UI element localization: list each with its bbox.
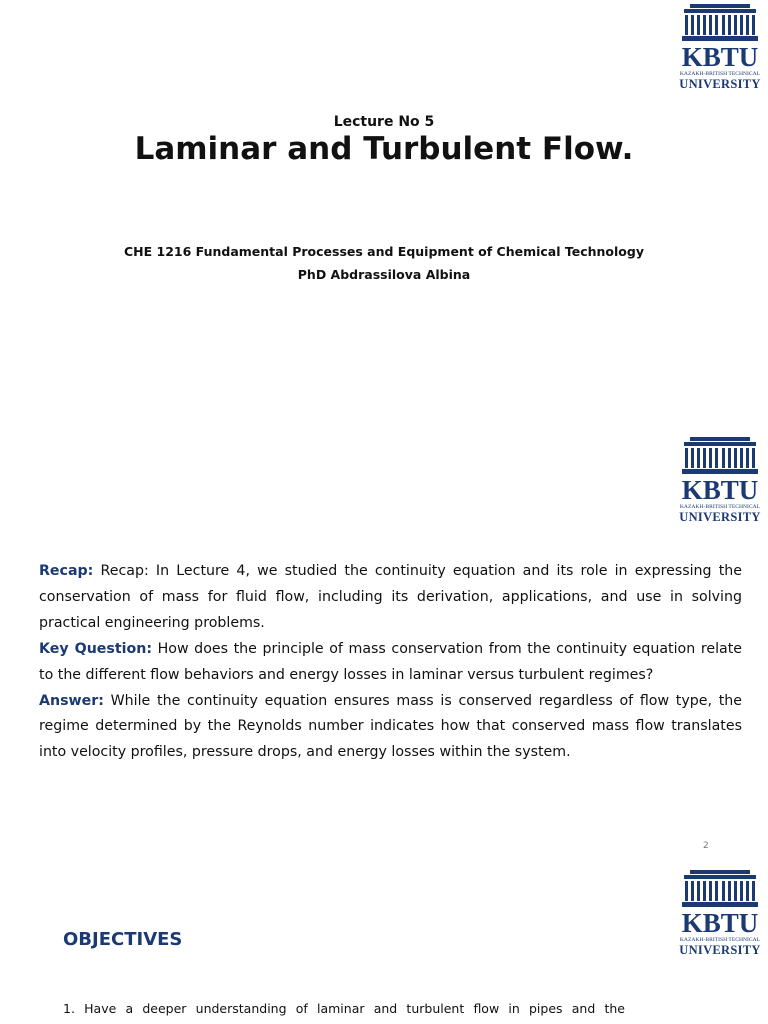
logo-university: UNIVERSITY	[679, 943, 761, 957]
recap-text: Recap: In Lecture 4, we studied the continuity equation and its role in expressing the conservation of mass for fluid flow, including its derivation, applications, and use in solving practical engineering problems.	[39, 563, 742, 631]
lecture-number: Lecture No 5	[333, 114, 435, 130]
page-title: Laminar and Turbulent Flow.	[134, 131, 634, 167]
logo-name: KBTU	[681, 475, 759, 505]
kbtu-logo	[677, 4, 763, 90]
kbtu-logo	[677, 437, 763, 523]
recap-paragraph	[39, 559, 742, 637]
logo-university: UNIVERSITY	[679, 510, 761, 524]
key-question-text: How does the principle of mass conservation from the continuity equation relate to the different flow behaviors and energy losses in laminar versus turbulent regimes?	[39, 640, 743, 683]
answer-text: While the continuity equation ensures mass is conserved regardless of flow type, the regime determined by the Reynolds number indicates how that conserved mass flow translates into velocity profiles, pressure drops, and energy losses within the system.	[39, 692, 742, 761]
recap-section	[39, 559, 742, 766]
page-number: 2	[703, 841, 709, 851]
logo-university: UNIVERSITY	[679, 77, 761, 91]
kbtu-logo	[677, 870, 763, 956]
key-question-label: Key Question:	[39, 640, 153, 657]
logo-name: KBTU	[681, 908, 759, 938]
objective-item: 1. Have a deeper understanding of laminar and turbulent flow in pipes and the	[63, 1001, 625, 1016]
objectives-heading: OBJECTIVES	[63, 929, 183, 950]
answer-label: Answer:	[39, 692, 104, 709]
university-building-icon	[680, 4, 760, 42]
key-question-paragraph	[39, 637, 742, 689]
logo-name: KBTU	[681, 42, 759, 72]
author-name: PhD Abdrassilova Albina	[297, 267, 471, 282]
logo-subtitle: KAZAKH-BRITISH TECHNICAL	[679, 937, 761, 943]
logo-subtitle: KAZAKH-BRITISH TECHNICAL	[679, 504, 761, 510]
course-name: CHE 1216 Fundamental Processes and Equipment of Chemical Technology	[124, 244, 644, 259]
university-building-icon	[680, 437, 760, 475]
logo-subtitle: KAZAKH-BRITISH TECHNICAL	[679, 71, 761, 77]
course-info	[0, 240, 768, 286]
answer-paragraph	[39, 689, 742, 767]
recap-label: Recap:	[39, 563, 94, 579]
university-building-icon	[680, 870, 760, 908]
